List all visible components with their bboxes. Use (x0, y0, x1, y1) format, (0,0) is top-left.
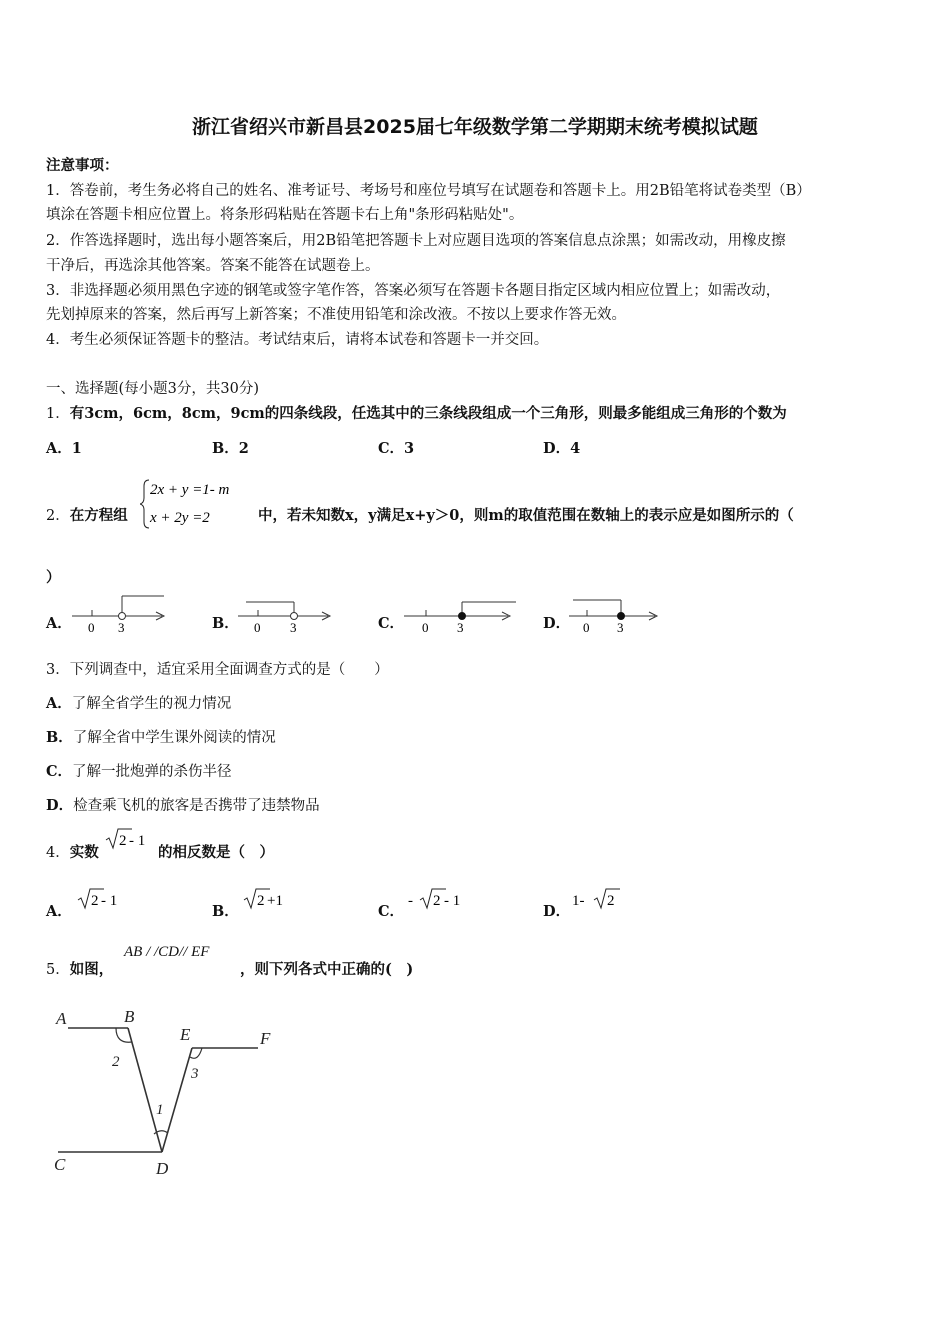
equation-system (140, 476, 258, 532)
open-circle-icon (291, 613, 298, 620)
q3-option-c[interactable]: C．了解一批炮弹的杀伤半径 (46, 763, 232, 780)
q4-option-c-expr[interactable] (406, 884, 486, 912)
q2-option-a-label[interactable]: A． (46, 615, 72, 632)
open-circle-icon (119, 613, 126, 620)
svg-text:2: 2 (607, 893, 615, 909)
question-2-lead (46, 504, 128, 525)
question-text: 实数 (69, 844, 99, 861)
question-5-lead (46, 958, 113, 979)
svg-text:+1: +1 (267, 893, 283, 909)
q3-option-d[interactable]: D．检查乘飞机的旅客是否携带了违禁物品 (46, 797, 320, 814)
q4-option-b-label[interactable]: B． (212, 903, 239, 920)
q2-option-b-label[interactable]: B． (212, 615, 239, 632)
svg-text:2: 2 (257, 893, 265, 909)
svg-text:2: 2 (119, 833, 127, 849)
question-text: 下列调查中，适宜采用全面调查方式的是（ ） (69, 662, 389, 678)
q2-option-c-label[interactable]: C． (378, 615, 405, 632)
svg-text:- 1: - 1 (129, 833, 146, 849)
notice-line: 4．考生必须保证答题卡的整洁。考试结束后，请将本试卷和答题卡一并交回。 (46, 332, 549, 348)
q2-option-d-label[interactable]: D． (543, 615, 571, 632)
point-b-label: B (124, 1007, 135, 1026)
q4-expression (104, 826, 160, 852)
svg-text:-: - (408, 893, 413, 909)
question-number: 4． (46, 845, 70, 861)
notice-line: 3．非选择题必须用黑色字迹的钢笔或签字笔作答，答案必须写在答题卡各题目指定区域内相应位置上；如需改动， (46, 283, 781, 299)
svg-text:2: 2 (433, 893, 441, 909)
closed-circle-icon (459, 613, 466, 620)
notice-heading: 注意事项： (46, 157, 119, 174)
parallel-lines-figure (50, 1000, 290, 1190)
question-number: 5． (46, 962, 70, 978)
question-text: 如图， (69, 961, 114, 978)
question-text: ，则下列各式中正确的( ) (240, 961, 414, 978)
q4-option-d-label[interactable]: D． (543, 903, 571, 920)
equation-2: x + 2y =2 (150, 510, 210, 526)
svg-text:0: 0 (583, 620, 590, 635)
svg-text:- 1: - 1 (444, 893, 461, 909)
svg-text:2: 2 (91, 893, 99, 909)
point-d-label: D (156, 1159, 169, 1178)
angle-2-label: 2 (112, 1054, 120, 1070)
question-number: 1． (46, 406, 70, 422)
svg-text:1-: 1- (572, 893, 585, 909)
q3-option-a[interactable]: A．了解全省学生的视力情况 (46, 695, 232, 712)
question-text: 的相反数是（ ） (158, 844, 274, 861)
q2-option-c-numberline[interactable] (404, 592, 520, 636)
page-title: 浙江省绍兴市新昌县2025届七年级数学第二学期期末统考模拟试题 (192, 116, 758, 138)
notice-line: 1．答卷前，考生务必将自己的姓名、准考证号、考场号和座位号填写在试题卷和答题卡上。用2B铅笔将试卷类型（B） (46, 183, 811, 199)
question-number: 3． (46, 662, 70, 678)
q2-option-b-numberline[interactable] (238, 592, 334, 636)
notice-line: 填涂在答题卡相应位置上。将条形码粘贴在答题卡右上角"条形码粘贴处"。 (46, 207, 524, 223)
segment-bd (128, 1028, 162, 1152)
q5-expression: AB / /CD// EF (124, 944, 210, 960)
svg-text:3: 3 (617, 620, 624, 635)
question-3 (46, 658, 389, 679)
notice-line: 先划掉原来的答案，然后再写上新答案；不准使用铅笔和涂改液。不按以上要求作答无效。 (46, 307, 626, 323)
q1-option-b[interactable]: B．2 (212, 440, 249, 457)
svg-text:3: 3 (290, 620, 297, 635)
svg-text:0: 0 (88, 620, 95, 635)
q2-option-a-numberline[interactable] (72, 592, 168, 636)
q4-option-a-label[interactable]: A． (46, 903, 72, 920)
notice-line: 干净后，再选涂其他答案。答案不能答在试题卷上。 (46, 258, 380, 274)
point-e-label: E (180, 1025, 191, 1044)
notice-line: 2．作答选择题时，选出每小题答案后，用2B铅笔把答题卡上对应题目选项的答案信息点涂黑；如需改动，用橡皮擦 (46, 233, 786, 249)
point-c-label: C (54, 1155, 66, 1174)
svg-text:0: 0 (422, 620, 429, 635)
angle-3-label: 3 (191, 1066, 199, 1082)
q3-option-b[interactable]: B．了解全省中学生课外阅读的情况 (46, 729, 276, 746)
question-text: 中，若未知数x，y满足x+y＞0，则m的取值范围在数轴上的表示应是如图所示的（ (258, 507, 794, 524)
equation-1: 2x + y =1- m (150, 482, 230, 498)
q1-option-d[interactable]: D．4 (543, 440, 581, 457)
q4-option-a-expr[interactable] (74, 884, 144, 912)
brace-icon (140, 480, 149, 528)
q4-option-b-expr[interactable] (240, 884, 310, 912)
angle-1-label: 1 (156, 1102, 164, 1118)
q1-option-c[interactable]: C．3 (378, 440, 415, 457)
svg-text:3: 3 (118, 620, 125, 635)
q2-option-d-numberline[interactable] (569, 592, 665, 636)
question-number: 2． (46, 508, 70, 524)
q4-option-d-expr[interactable] (570, 884, 640, 912)
svg-text:- 1: - 1 (101, 893, 118, 909)
svg-text:0: 0 (254, 620, 261, 635)
question-text: 在方程组 (69, 507, 128, 524)
q4-option-c-label[interactable]: C． (378, 903, 405, 920)
point-a-label: A (56, 1009, 67, 1028)
point-f-label: F (260, 1029, 271, 1048)
question-1 (46, 402, 787, 423)
question-close: ） (46, 569, 61, 586)
section-heading: 一、选择题(每小题3分，共30分) (46, 381, 259, 397)
q1-option-a[interactable]: A．1 (46, 440, 82, 457)
question-4-lead (46, 841, 99, 862)
closed-circle-icon (618, 613, 625, 620)
question-text: 有3cm，6cm，8cm，9cm的四条线段，任选其中的三条线段组成一个三角形，则最多能组成三角形的个数为 (69, 405, 787, 422)
segment-de (162, 1048, 192, 1152)
svg-text:3: 3 (457, 620, 464, 635)
